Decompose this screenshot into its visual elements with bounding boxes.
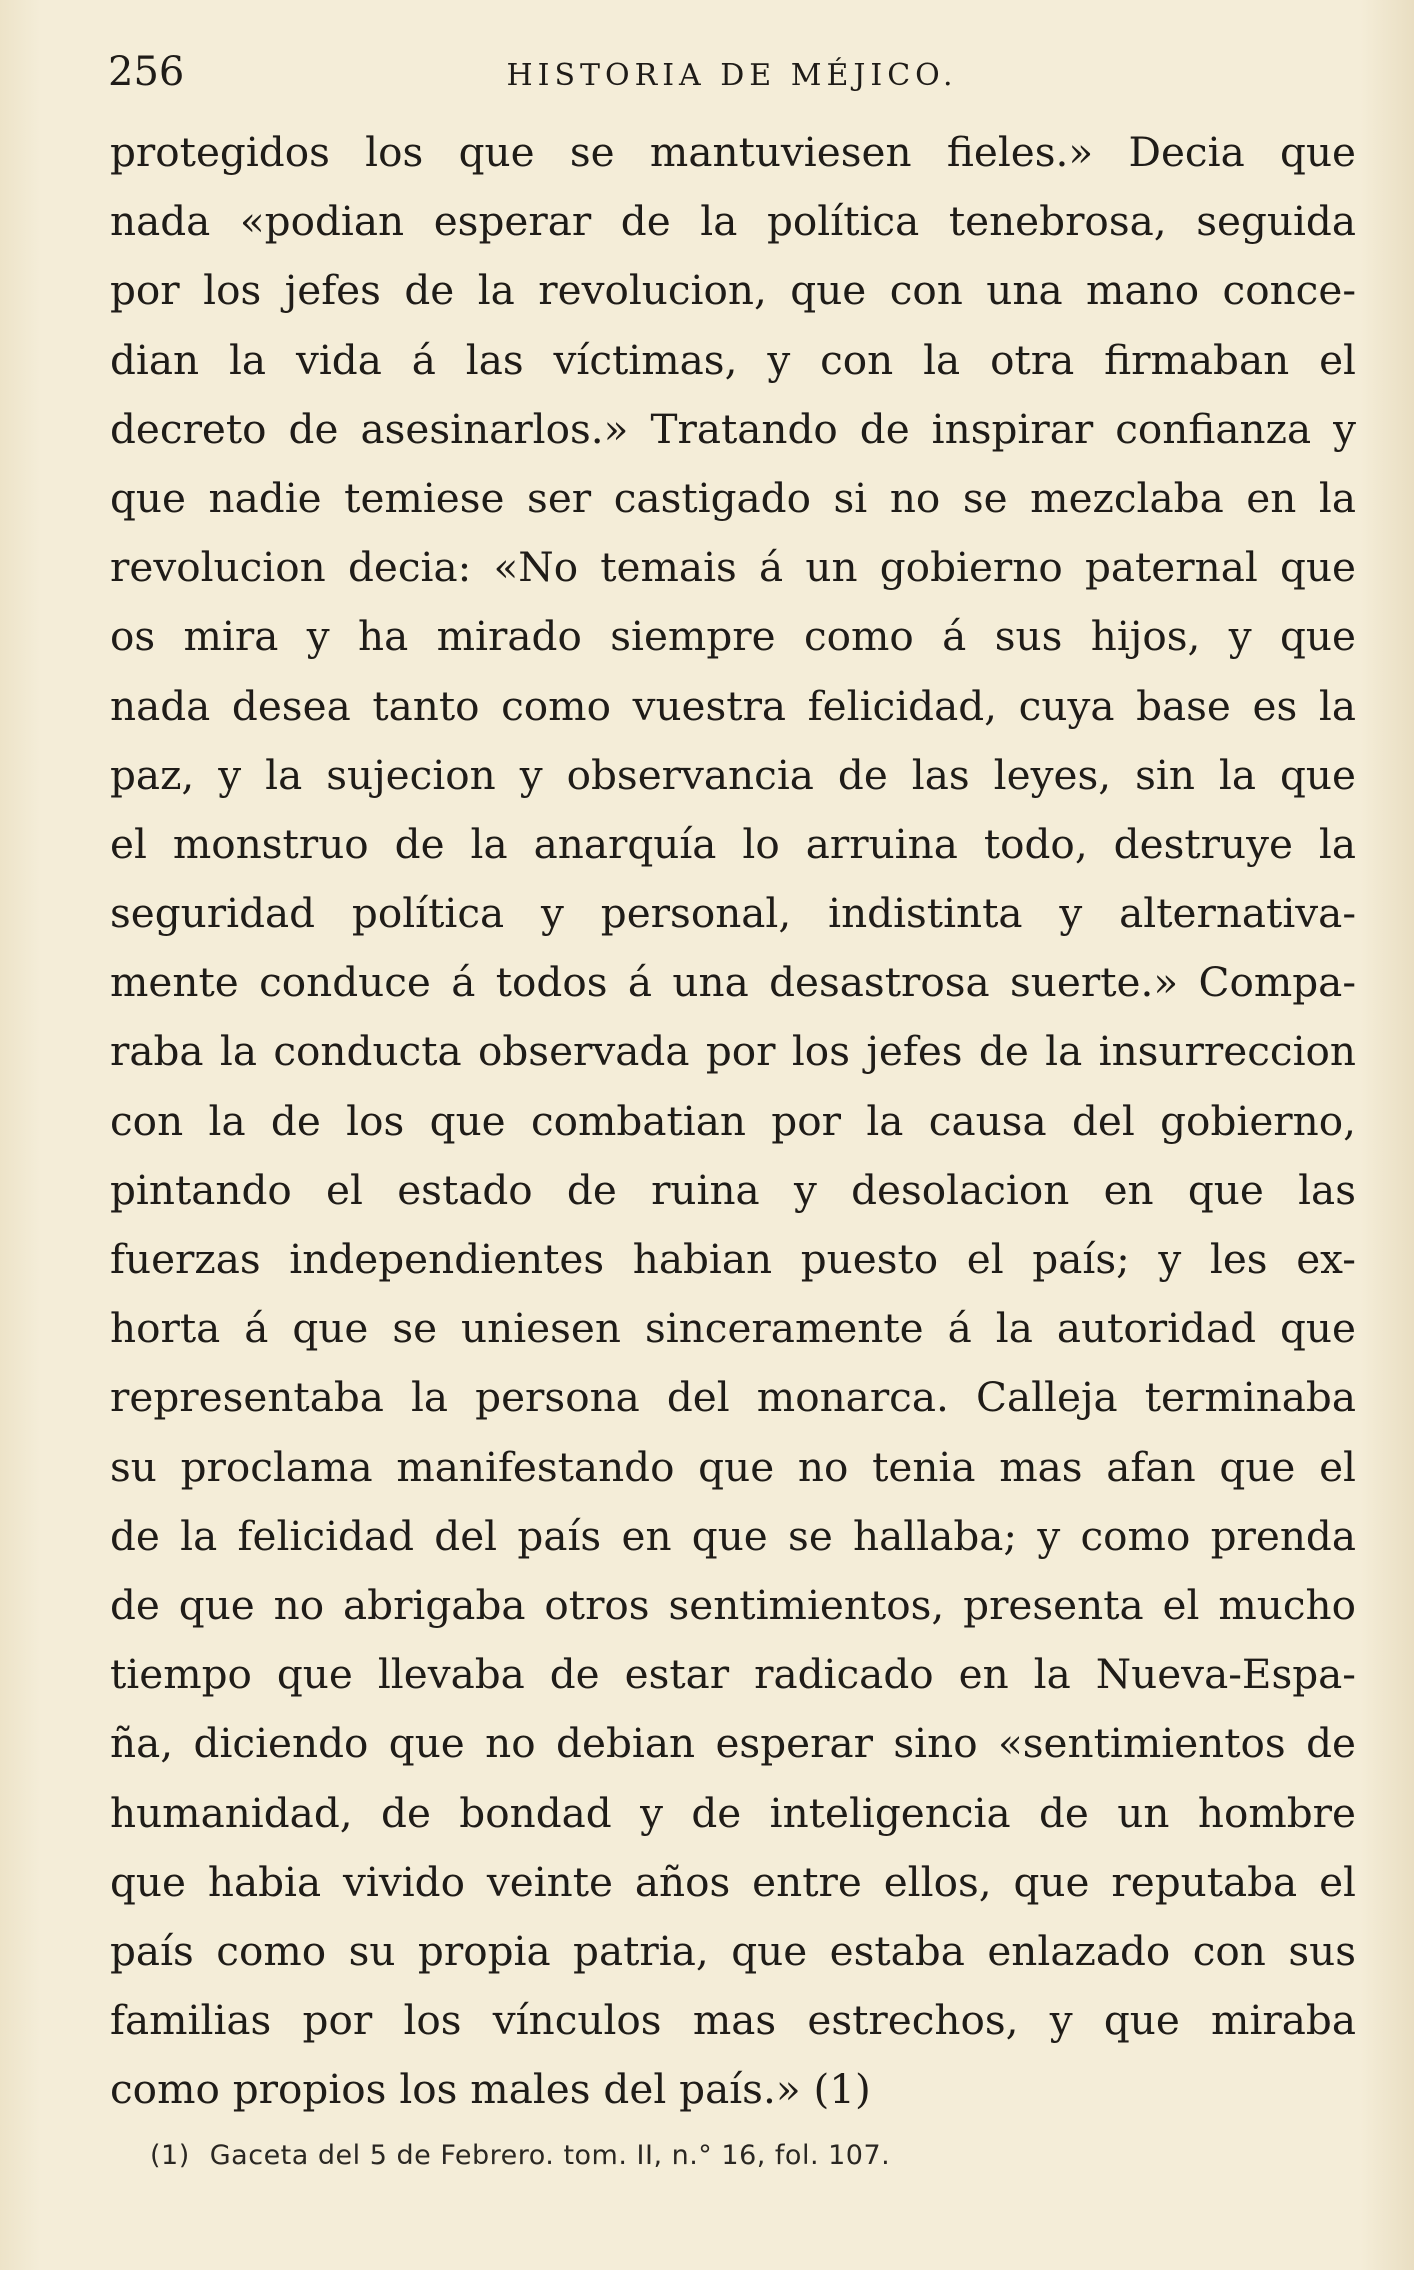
text-line: por los jefes de la revolucion, que con una mano conce- bbox=[110, 266, 1356, 315]
running-title: HISTORIA DE MÉJICO. bbox=[506, 58, 958, 93]
text-line: de la felicidad del país en que se hallaba; y como prenda bbox=[110, 1511, 1356, 1560]
text-line: fuerzas independientes habian puesto el país; y les ex- bbox=[110, 1235, 1356, 1283]
page-number: 256 bbox=[108, 49, 185, 95]
text-line: su proclama manifestando que no tenia mas afan que el bbox=[110, 1442, 1356, 1491]
text-line: representaba la persona del monarca. Calleja terminaba bbox=[110, 1373, 1356, 1422]
text-line: el monstruo de la anarquía lo arruina todo, destruye la bbox=[110, 819, 1356, 868]
body-text bbox=[110, 118, 1356, 2124]
text-line: protegidos los que se mantuviesen fieles.» Decia que bbox=[110, 128, 1356, 176]
running-head bbox=[108, 42, 1356, 102]
footnote-text: Gaceta del 5 de Febrero. tom. II, n.° 16, fol. 107. bbox=[209, 2140, 891, 2171]
text-line: raba la conducta observada por los jefes de la insurreccion bbox=[110, 1027, 1356, 1076]
text-line: decreto de asesinarlos.» Tratando de inspirar confianza y bbox=[110, 404, 1356, 453]
text-line: pintando el estado de ruina y desolacion en que las bbox=[110, 1165, 1356, 1214]
text-line: humanidad, de bondad y de inteligencia de un hombre bbox=[110, 1788, 1356, 1837]
footnote-mark: (1) bbox=[150, 2140, 190, 2171]
text-line: familias por los vínculos mas estrechos, y que miraba bbox=[110, 1996, 1356, 2045]
text-line: país como su propia patria, que estaba enlazado con sus bbox=[110, 1926, 1356, 1975]
text-line: de que no abrigaba otros sentimientos, presenta el mucho bbox=[110, 1580, 1356, 1629]
text-line: paz, y la sujecion y observancia de las leyes, sin la que bbox=[110, 750, 1356, 799]
text-line: dian la vida á las víctimas, y con la otra firmaban el bbox=[110, 335, 1356, 384]
text-line: nada desea tanto como vuestra felicidad, cuya base es la bbox=[110, 681, 1356, 730]
text-line: tiempo que llevaba de estar radicado en la Nueva-Espa- bbox=[110, 1650, 1356, 1699]
footnote bbox=[150, 2140, 1250, 2171]
text-line: mente conduce á todos á una desastrosa suerte.» Compa- bbox=[110, 958, 1356, 1007]
text-line: que nadie temiese ser castigado si no se mezclaba en la bbox=[110, 473, 1356, 522]
text-line: nada «podian esperar de la política tenebrosa, seguida bbox=[110, 197, 1356, 246]
text-line: os mira y ha mirado siempre como á sus hijos, y que bbox=[110, 612, 1356, 661]
text-line: ña, diciendo que no debian esperar sino «sentimientos de bbox=[110, 1719, 1356, 1768]
text-line: seguridad política y personal, indistinta y alternativa- bbox=[110, 889, 1356, 938]
text-line: revolucion decia: «No temais á un gobierno paternal que bbox=[110, 543, 1356, 592]
text-line-last: como propios los males del país.» (1) bbox=[110, 2065, 871, 2114]
text-line: que habia vivido veinte años entre ellos, que reputaba el bbox=[110, 1857, 1356, 1906]
text-line: horta á que se uniesen sinceramente á la autoridad que bbox=[110, 1304, 1356, 1353]
text-line: con la de los que combatian por la causa del gobierno, bbox=[110, 1096, 1356, 1145]
